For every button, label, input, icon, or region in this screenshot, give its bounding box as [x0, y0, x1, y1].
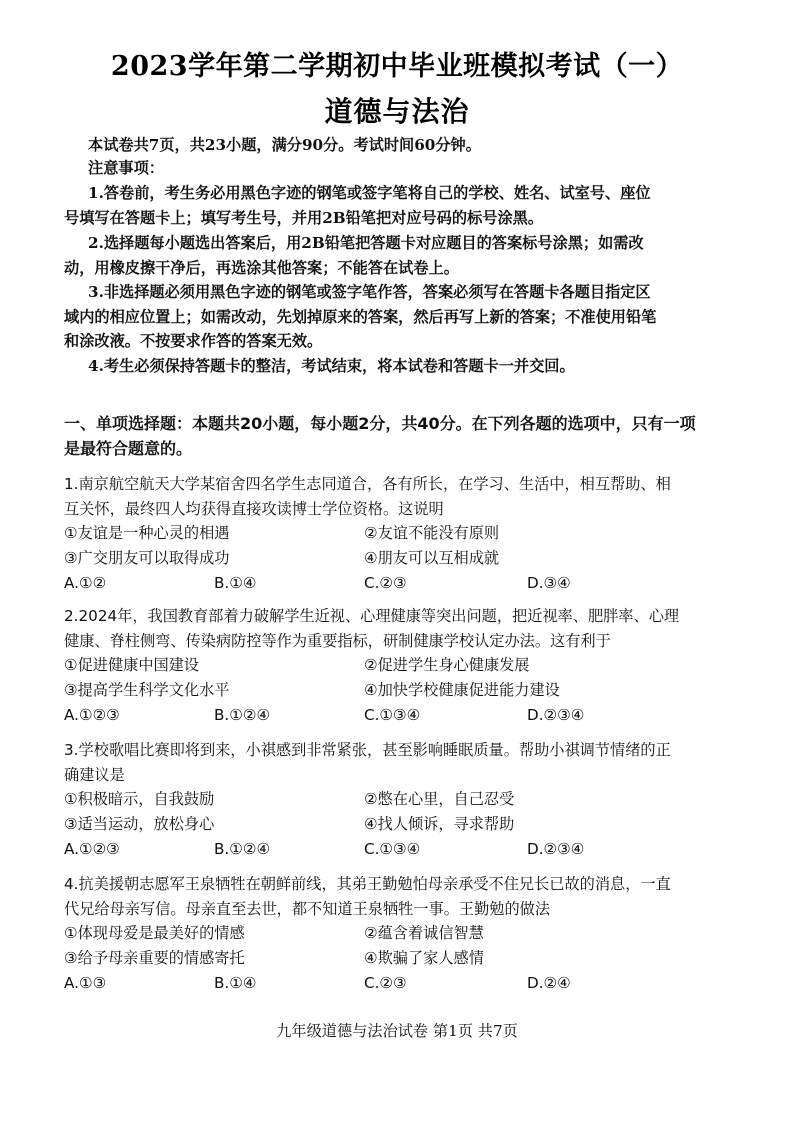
- question-3: [64, 738, 739, 862]
- stem-line: 互关怀，最终四人均获得直接攻读博士学位资格。这说明: [64, 499, 444, 518]
- answer-option-d: D.③④: [527, 574, 571, 592]
- statement: ④欺骗了家人感情: [364, 949, 484, 967]
- statement: ③提高学生科学文化水平: [64, 681, 230, 699]
- statement-row: [64, 653, 739, 678]
- notice-line: 4.考生必须保持答题卡的整洁，考试结束，将本试卷和答题卡一并交回。: [88, 357, 575, 375]
- answer-option-b: B.①④: [214, 974, 257, 992]
- exam-intro: 本试卷共7页，共23小题，满分90分。考试时间60分钟。: [88, 136, 481, 154]
- answer-option-b: B.①④: [214, 574, 257, 592]
- notice-line: 号填写在答题卡上；填写考生号，并用2B铅笔把对应号码的标号涂黑。: [64, 209, 544, 227]
- answer-row: [64, 837, 739, 862]
- answer-option-c: C.②③: [364, 974, 407, 992]
- answer-option-b: B.①②④: [214, 706, 271, 724]
- answer-row: [64, 703, 739, 728]
- statement-row: [64, 787, 739, 812]
- question-4: [64, 872, 739, 996]
- stem-line: 健康、脊柱侧弯、传染病防控等作为重要指标，研制健康学校认定办法。这有利于: [64, 631, 611, 650]
- answer-option-a: A.①③: [64, 974, 107, 992]
- answer-row: [64, 571, 739, 596]
- notice-line: 2.选择题每小题选出答案后，用2B铅笔把答题卡对应题目的答案标号涂黑；如需改: [88, 234, 644, 252]
- exam-title: 2023学年第二学期初中毕业班模拟考试（一）: [110, 51, 684, 82]
- answer-option-d: D.②③④: [527, 706, 585, 724]
- stem-line: 确建议是: [64, 765, 125, 784]
- stem-line: 4.抗美援朝志愿军王泉牺牲在朝鲜前线，其弟王勤勉怕母亲承受不住兄长已故的消息，一直: [64, 875, 671, 893]
- statement: ②蕴含着诚信智慧: [364, 924, 484, 942]
- answer-option-c: C.①③④: [364, 840, 421, 858]
- question-stem: [64, 872, 739, 921]
- subject-title: 道德与法治: [324, 95, 470, 128]
- notice-heading: 注意事项：: [88, 159, 164, 177]
- answer-option-c: C.②③: [364, 574, 407, 592]
- section-heading-line: 一、单项选择题：本题共20小题，每小题2分，共40分。在下列各题的选项中，只有一项: [64, 414, 696, 433]
- answer-option-d: D.②④: [527, 974, 571, 992]
- answer-option-a: A.①②: [64, 574, 107, 592]
- stem-line: 代兄给母亲写信。母亲直至去世，都不知道王泉牺牲一事。王勤勉的做法: [64, 899, 550, 918]
- answer-row: [64, 971, 739, 996]
- statement: ②憋在心里，自己忍受: [364, 790, 515, 808]
- statement-row: [64, 921, 739, 946]
- statement: ④朋友可以互相成就: [364, 549, 500, 567]
- statement: ④找人倾诉，寻求帮助: [364, 815, 515, 833]
- statement: ①促进健康中国建设: [64, 656, 200, 674]
- page-footer: 九年级道德与法治试卷 第1页 共7页: [276, 1022, 518, 1040]
- answer-option-a: A.①②③: [64, 706, 120, 724]
- question-stem: [64, 472, 739, 521]
- notice-line: 1.答卷前，考生务必用黑色字迹的钢笔或签字笔将自己的学校、姓名、试室号、座位: [88, 184, 651, 202]
- answer-option-c: C.①③④: [364, 706, 421, 724]
- question-stem: [64, 604, 739, 653]
- notice-line: 3.非选择题必须用黑色字迹的钢笔或签字笔作答，答案必须写在答题卡各题目指定区: [88, 283, 651, 301]
- statement: ①体现母爱是最美好的情感: [64, 924, 245, 942]
- statement: ③适当运动，放松身心: [64, 815, 215, 833]
- answer-option-d: D.②③④: [527, 840, 585, 858]
- answer-option-a: A.①②③: [64, 840, 120, 858]
- statement: ②友谊不能没有原则: [364, 524, 500, 542]
- statement: ②促进学生身心健康发展: [364, 656, 530, 674]
- statement: ①积极暗示，自我鼓励: [64, 790, 215, 808]
- answer-option-b: B.①②④: [214, 840, 271, 858]
- notice-line: 动，用橡皮擦干净后，再选涂其他答案；不能答在试卷上。: [64, 259, 459, 277]
- notice-line: 和涂改液。不按要求作答的答案无效。: [64, 332, 323, 350]
- question-1: [64, 472, 739, 596]
- notice-line: 域内的相应位置上；如需改动，先划掉原来的答案，然后再写上新的答案；不准使用铅笔: [64, 308, 657, 326]
- statement-row: [64, 521, 739, 546]
- question-stem: [64, 738, 739, 787]
- question-2: [64, 604, 739, 728]
- stem-line: 2.2024年，我国教育部着力破解学生近视、心理健康等突出问题，把近视率、肥胖率、心理: [64, 607, 680, 625]
- stem-line: 3.学校歌唱比赛即将到来，小祺感到非常紧张，甚至影响睡眠质量。帮助小祺调节情绪的正: [64, 741, 671, 759]
- statement-row: [64, 546, 739, 571]
- statement: ③给予母亲重要的情感寄托: [64, 949, 245, 967]
- statement-row: [64, 946, 739, 971]
- statement: ③广交朋友可以取得成功: [64, 549, 230, 567]
- statement: ④加快学校健康促进能力建设: [364, 681, 560, 699]
- statement-row: [64, 678, 739, 703]
- statement: ①友谊是一种心灵的相遇: [64, 524, 230, 542]
- stem-line: 1.南京航空航天大学某宿舍四名学生志同道合，各有所长，在学习、生活中，相互帮助、相: [64, 475, 671, 493]
- section-heading-line: 是最符合题意的。: [64, 438, 193, 458]
- statement-row: [64, 812, 739, 837]
- section-heading: [64, 412, 736, 461]
